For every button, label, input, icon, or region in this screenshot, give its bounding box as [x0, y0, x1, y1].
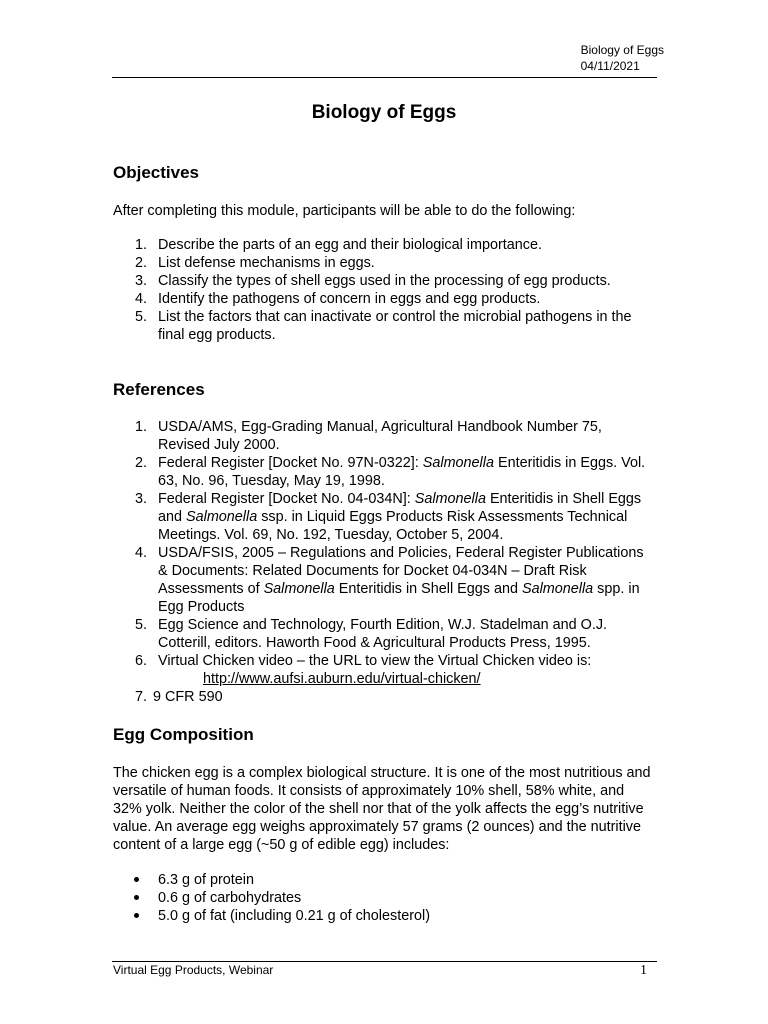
bullet-icon — [134, 913, 139, 918]
list-item: 2. List defense mechanisms in eggs. — [135, 255, 375, 271]
objectives-heading: Objectives — [113, 163, 199, 182]
bullet-icon — [134, 895, 139, 900]
page-number: 1 — [640, 963, 647, 978]
header-title: Biology of Eggs — [580, 43, 664, 57]
composition-paragraph: The chicken egg is a complex biological structure. It is one of the most nutritious and versatile of human foods. It consists of approximately 10% shell, 58% white, and 32% yolk. Neither the color of the shell nor that of the yolk affects the egg’s nutritive value. An average egg weighs approximately 57 grams (2 ounces) and the nutritive content of a large egg (~50 g of edible egg) includes: — [113, 765, 651, 853]
nutrient-list — [113, 871, 653, 925]
header-rule — [112, 77, 657, 78]
list-item: 5. List the factors that can inactivate or control the microbial pathogens in the final egg products. — [135, 309, 632, 343]
reference-item: 7. 9 CFR 590 — [135, 689, 223, 705]
reference-item: 1. USDA/AMS, Egg-Grading Manual, Agricultural Handbook Number 75, Revised July 2000. — [135, 419, 602, 453]
references-heading: References — [113, 380, 205, 399]
list-item: 1. Describe the parts of an egg and their biological importance. — [135, 237, 542, 253]
reference-item: 2. Federal Register [Docket No. 97N-0322]: Salmonella Enteritidis in Eggs. Vol. 63, No. 96, Tuesday, May 19, 1998. — [135, 455, 646, 489]
objectives-intro: After completing this module, participants will be able to do the following: — [113, 203, 576, 219]
list-item: 4. Identify the pathogens of concern in eggs and egg products. — [135, 291, 541, 307]
references-list — [113, 418, 653, 706]
bullet-icon — [134, 877, 139, 882]
header-date: 04/11/2021 — [580, 59, 640, 73]
list-item: 5.0 g of fat (including 0.21 g of cholesterol) — [113, 907, 653, 925]
reference-item: 3. Federal Register [Docket No. 04-034N]: Salmonella Enteritidis in Shell Eggs and Salmonella ssp. in Liquid Eggs Products Risk Assessments Technical Meetings. Vol. 69, No. 192, Tuesday, October 5, 2004. — [135, 491, 642, 543]
composition-heading: Egg Composition — [113, 725, 254, 744]
list-item: 0.6 g of carbohydrates — [113, 889, 653, 907]
virtual-chicken-link[interactable]: http://www.aufsi.auburn.edu/virtual-chicken/ — [203, 671, 481, 687]
reference-item: 5. Egg Science and Technology, Fourth Edition, W.J. Stadelman and O.J. Cotterill, editors. Haworth Food & Agricultural Products Press, 1995. — [135, 617, 608, 651]
page-title: Biology of Eggs — [311, 102, 457, 123]
list-item: 3. Classify the types of shell eggs used in the processing of egg products. — [135, 273, 611, 289]
list-item: 6.3 g of protein — [113, 871, 653, 889]
reference-item: 4. USDA/FSIS, 2005 – Regulations and Policies, Federal Register Publications & Documents: Related Documents for Docket 04-034N – Draft Risk Assessments of Salmonella Enteritidis in Shell Eggs and Salmonella spp. in Egg Products — [135, 545, 644, 615]
reference-item: 6. Virtual Chicken video – the URL to view the Virtual Chicken video is: http://www.aufsi.auburn.edu/virtual-chicken/ — [135, 653, 592, 687]
footer-text: Virtual Egg Products, Webinar — [113, 963, 274, 977]
footer-rule — [112, 961, 657, 962]
objectives-list — [113, 236, 653, 344]
running-header — [581, 42, 664, 74]
